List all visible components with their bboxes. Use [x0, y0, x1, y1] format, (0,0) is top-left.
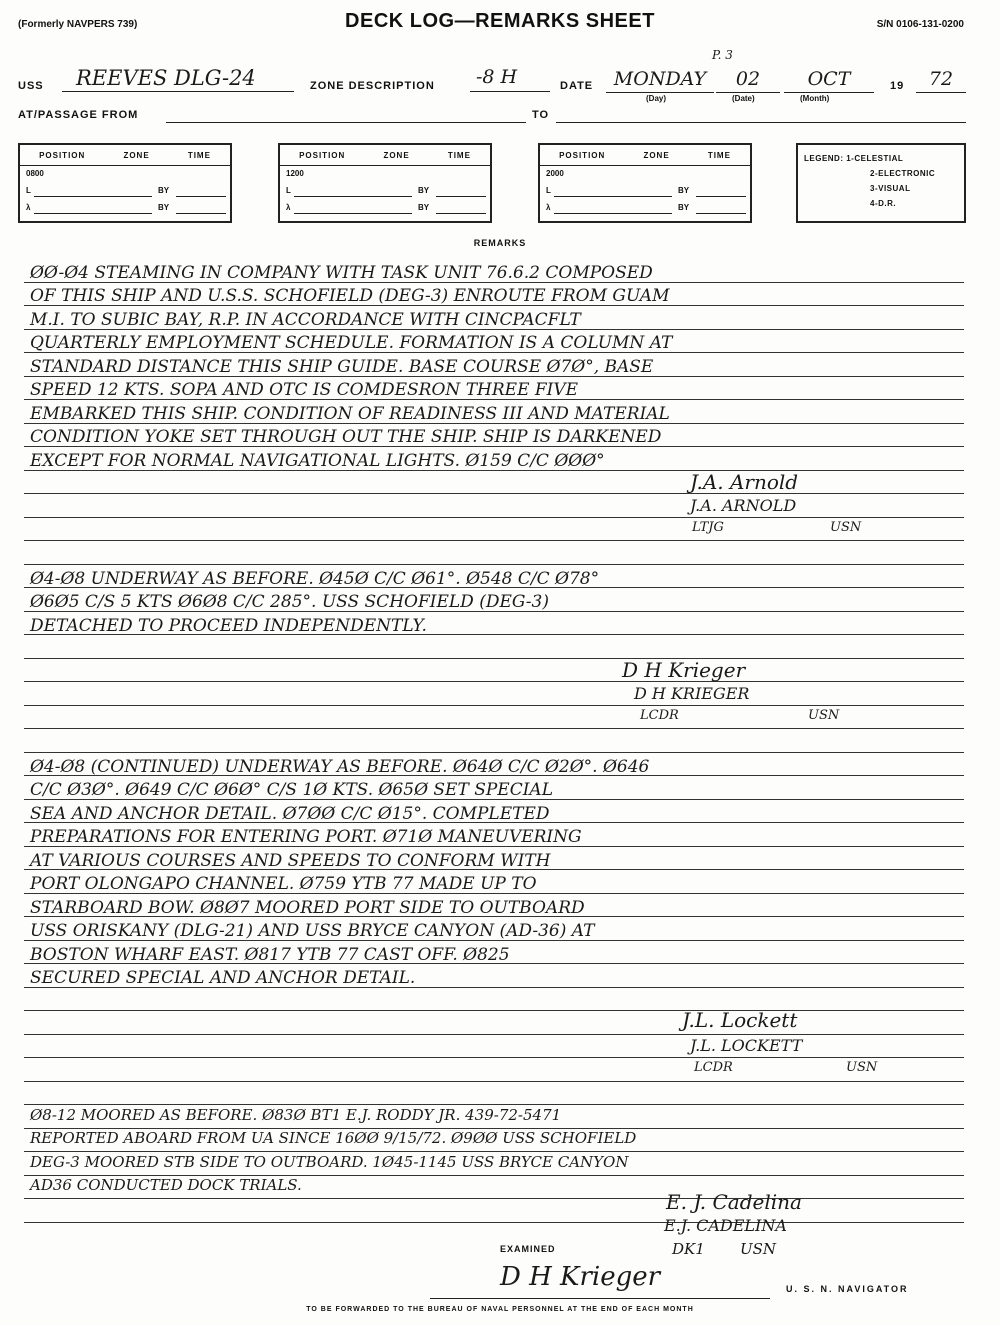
signature-name: J.L. LOCKETT — [690, 1036, 803, 1055]
at-passage-field — [166, 110, 526, 123]
ruled-line — [24, 1222, 964, 1223]
entry-line: STARBOARD BOW. Ø8Ø7 MOORED PORT SIDE TO OUTBOARD — [30, 898, 585, 918]
legend-item: LEGEND: 1-CELESTIAL — [804, 154, 904, 163]
navigator-signature: D H Krieger — [500, 1262, 661, 1292]
entry-line: STANDARD DISTANCE THIS SHIP GUIDE. BASE COURSE Ø7Ø°, BASE — [30, 357, 654, 377]
signature-service: USN — [830, 520, 862, 535]
time-header: TIME — [187, 150, 211, 160]
entry-line: DEG-3 MOORED STB SIDE TO OUTBOARD. 1Ø45-1145 USS BRYCE CANYON — [30, 1153, 629, 1171]
entry-line: USS ORISKANY (DLG-21) AND USS BRYCE CANYON (AD-36) AT — [30, 921, 595, 941]
entry-line: PORT OLONGAPO CHANNEL. Ø759 YTB 77 MADE UP TO — [30, 874, 537, 894]
to-field — [556, 110, 966, 123]
date-field: 02 — [716, 68, 780, 93]
zone-header: ZONE — [383, 150, 410, 160]
entry-line: AT VARIOUS COURSES AND SPEEDS TO CONFORM WITH — [30, 851, 551, 871]
date-label: DATE — [560, 80, 594, 92]
longitude-label: λ — [546, 203, 551, 212]
day-field: MONDAY — [606, 68, 714, 93]
signature-name: D H KRIEGER — [634, 684, 750, 703]
navigator-signature-line — [430, 1296, 770, 1299]
to-label: TO — [532, 109, 550, 121]
longitude-label: λ — [26, 203, 31, 212]
ruled-line — [24, 1104, 964, 1105]
position-box-1200 — [278, 143, 492, 223]
date-sublabel: (Date) — [732, 94, 755, 103]
entry-line: BOSTON WHARF EAST. Ø817 YTB 77 CAST OFF. Ø825 — [30, 945, 510, 965]
zone-field: -8 H — [470, 66, 550, 92]
ruled-line — [24, 705, 964, 706]
ruled-line — [24, 564, 964, 565]
legend-box — [796, 143, 966, 223]
ruled-line — [24, 540, 964, 541]
page-title: DECK LOG—REMARKS SHEET — [345, 10, 655, 32]
entry-line: REPORTED ABOARD FROM UA SINCE 16ØØ 9/15/72. Ø9ØØ USS SCHOFIELD — [30, 1129, 637, 1147]
signature-script: E. J. Cadelina — [666, 1190, 802, 1214]
signature-script: J.A. Arnold — [690, 470, 799, 494]
ruled-line — [24, 493, 964, 494]
entry-line: EMBARKED THIS SHIP. CONDITION OF READINESS III AND MATERIAL — [30, 404, 670, 424]
entry-line: Ø4-Ø8 (CONTINUED) UNDERWAY AS BEFORE. Ø64Ø C/C Ø2Ø°. Ø646 — [30, 757, 650, 777]
latitude-label: L — [286, 186, 291, 195]
signature-rank: LTJG — [692, 520, 724, 535]
signature-script: J.L. Lockett — [682, 1008, 798, 1032]
latitude-label: L — [26, 186, 31, 195]
date-stamp: P. 3 — [712, 48, 733, 62]
uss-label: USS — [18, 80, 44, 92]
position-time: 2000 — [546, 169, 564, 178]
by-label: BY — [158, 186, 170, 195]
entry-line: DETACHED TO PROCEED INDEPENDENTLY. — [30, 616, 427, 636]
year-field: 72 — [916, 68, 966, 93]
zone-description-label: ZONE DESCRIPTION — [310, 80, 435, 92]
zone-header: ZONE — [123, 150, 150, 160]
entry-line: Ø6Ø5 C/S 5 KTS Ø6Ø8 C/C 285°. USS SCHOFIELD (DEG-3) — [30, 592, 549, 612]
ruled-line — [24, 1081, 964, 1082]
legend-item: 4-D.R. — [870, 199, 897, 208]
day-sublabel: (Day) — [646, 94, 667, 103]
ruled-line — [24, 1057, 964, 1058]
entry-line: PREPARATIONS FOR ENTERING PORT. Ø71Ø MANEUVERING — [30, 827, 582, 847]
by-label: BY — [678, 186, 690, 195]
ruled-line — [24, 1151, 964, 1152]
entry-line: CONDITION YOKE SET THROUGH OUT THE SHIP. SHIP IS DARKENED — [30, 427, 662, 447]
signature-name: J.A. ARNOLD — [690, 496, 797, 515]
by-label: BY — [418, 203, 430, 212]
remarks-heading: REMARKS — [473, 238, 527, 248]
position-time: 1200 — [286, 169, 304, 178]
legend-item: 3-VISUAL — [870, 184, 911, 193]
footer-note: TO BE FORWARDED TO THE BUREAU OF NAVAL PERSONNEL AT THE END OF EACH MONTH — [306, 1306, 694, 1313]
position-time: 0800 — [26, 169, 44, 178]
form-number-text: (Formerly NAVPERS 739) — [18, 19, 138, 30]
entry-line: AD36 CONDUCTED DOCK TRIALS. — [30, 1176, 302, 1194]
longitude-label: λ — [286, 203, 291, 212]
examined-label: EXAMINED — [500, 1244, 556, 1254]
signature-rank: LCDR — [640, 708, 679, 723]
position-header: POSITION — [39, 150, 86, 160]
ruled-line — [24, 752, 964, 753]
time-header: TIME — [707, 150, 731, 160]
position-box-0800 — [18, 143, 232, 223]
signature-name: E.J. CADELINA — [664, 1216, 787, 1235]
year-prefix: 19 — [890, 80, 905, 92]
entry-line: SEA AND ANCHOR DETAIL. Ø7ØØ C/C Ø15°. COMPLETED — [30, 804, 550, 824]
signature-service: USN — [846, 1060, 878, 1075]
ruled-line — [24, 1198, 964, 1199]
month-field: OCT — [784, 68, 874, 93]
signature-service: USN — [808, 708, 840, 723]
entry-line: SPEED 12 KTS. SOPA AND OTC IS COMDESRON THREE FIVE — [30, 380, 579, 400]
ruled-line — [24, 658, 964, 659]
legend-item: 2-ELECTRONIC — [870, 169, 936, 178]
stock-number: S/N 0106-131-0200 — [876, 19, 964, 30]
signature-service: USN — [740, 1240, 777, 1258]
signature-script: D H Krieger — [622, 658, 746, 682]
signature-rank: DK1 — [672, 1240, 705, 1258]
at-passage-label: AT/PASSAGE FROM — [18, 109, 139, 121]
signature-rank: LCDR — [694, 1060, 733, 1075]
time-header: TIME — [447, 150, 471, 160]
latitude-label: L — [546, 186, 551, 195]
ruled-line — [24, 1010, 964, 1011]
ruled-line — [24, 681, 964, 682]
ruled-line — [24, 728, 964, 729]
entry-line: EXCEPT FOR NORMAL NAVIGATIONAL LIGHTS. Ø159 C/C ØØØ° — [30, 451, 605, 471]
position-header: POSITION — [299, 150, 346, 160]
entry-line: M.I. TO SUBIC BAY, R.P. IN ACCORDANCE WITH CINCPACFLT — [30, 310, 581, 330]
ruled-line — [24, 517, 964, 518]
position-header: POSITION — [559, 150, 606, 160]
entry-line: QUARTERLY EMPLOYMENT SCHEDULE. FORMATION IS A COLUMN AT — [30, 333, 673, 353]
entry-line: SECURED SPECIAL AND ANCHOR DETAIL. — [30, 968, 416, 988]
entry-line: C/C Ø3Ø°. Ø649 C/C Ø6Ø° C/S 1Ø KTS. Ø65Ø SET SPECIAL — [30, 780, 553, 800]
ruled-line — [24, 1034, 964, 1035]
by-label: BY — [158, 203, 170, 212]
entry-line: Ø8-12 MOORED AS BEFORE. Ø83Ø BT1 E.J. RODDY JR. 439-72-5471 — [30, 1106, 562, 1124]
navigator-label: U. S. N. NAVIGATOR — [786, 1284, 909, 1294]
zone-header: ZONE — [643, 150, 670, 160]
entry-line: OF THIS SHIP AND U.S.S. SCHOFIELD (DEG-3) ENROUTE FROM GUAM — [30, 286, 670, 306]
by-label: BY — [678, 203, 690, 212]
position-box-2000 — [538, 143, 752, 223]
entry-line: Ø4-Ø8 UNDERWAY AS BEFORE. Ø45Ø C/C Ø61°. Ø548 C/C Ø78° — [30, 569, 600, 589]
month-sublabel: (Month) — [800, 94, 830, 103]
by-label: BY — [418, 186, 430, 195]
entry-line: ØØ-Ø4 STEAMING IN COMPANY WITH TASK UNIT 76.6.2 COMPOSED — [30, 263, 653, 283]
ship-name-field: REEVES DLG-24 — [62, 66, 294, 92]
